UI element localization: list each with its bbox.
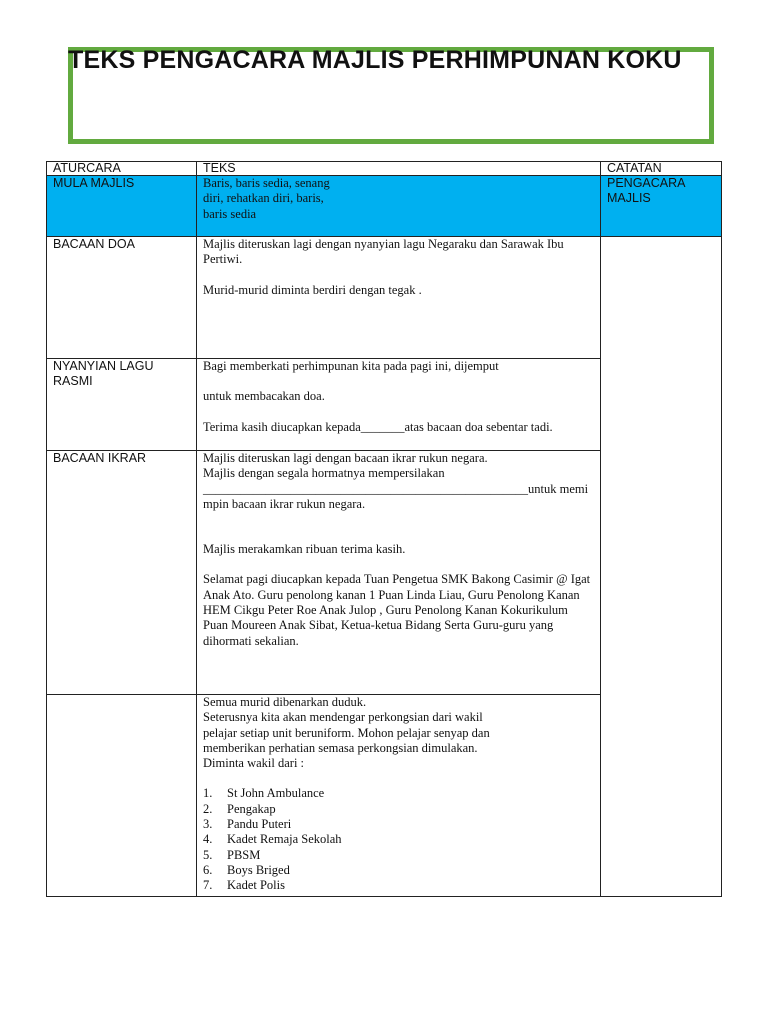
program-table (46, 161, 722, 897)
teks-line: Diminta wakil dari : (203, 756, 305, 771)
row-teks (197, 237, 601, 359)
teks-line: memberikan perhatian semasa perkongsian dimulakan. (203, 740, 478, 755)
row-teks (197, 451, 601, 695)
document-title: TEKS PENGACARA MAJLIS PERHIMPUNAN KOKU (68, 46, 682, 74)
list-item: 1. St John Ambulance (203, 786, 325, 801)
header-catatan: CATATAN (601, 162, 722, 176)
teks-line: baris sedia (203, 206, 257, 221)
list-item: 7. Kadet Polis (203, 878, 285, 893)
teks-line: Semua murid dibenarkan duduk. (203, 695, 367, 709)
teks-line: Majlis dengan segala hormatnya mempersilakan (203, 466, 445, 481)
row-teks (197, 359, 601, 451)
row-teks (197, 695, 601, 897)
teks-line: Baris, baris sedia, senang (203, 176, 330, 190)
teks-line: untuk membacakan doa. (203, 389, 325, 404)
teks-line: Murid-murid diminta berdiri dengan tegak . (203, 282, 422, 297)
unit-list (203, 786, 594, 893)
row-aturcara: BACAAN IKRAR (47, 451, 197, 695)
list-item: 2. Pengakap (203, 801, 276, 816)
table-header-row (47, 162, 722, 176)
row-catatan: PENGACARA MAJLIS (601, 176, 722, 237)
teks-line: diri, rehatkan diri, baris, (203, 191, 324, 206)
row-aturcara: BACAAN DOA (47, 237, 197, 359)
row-teks (197, 176, 601, 237)
catatan-merged-cell (601, 237, 722, 897)
list-item: 4. Kadet Remaja Sekolah (203, 832, 342, 847)
teks-line: Majlis diteruskan lagi dengan nyanyian lagu Negaraku dan Sarawak Ibu Pertiwi. (203, 237, 564, 267)
teks-line: Majlis diteruskan lagi dengan bacaan ikrar rukun negara. (203, 451, 488, 465)
teks-line: Selamat pagi diucapkan kepada Tuan Pengetua SMK Bakong Casimir @ Igat Anak Ato. Guru penolong kanan 1 Puan Linda Liau, Guru Penolong Kanan HEM Cikgu Peter Roe Anak Julop , Guru Penolong Kanan Kokurikulum Puan Moureen Anak Sibat, Ketua-ketua Bidang Serta Guru-guru yang dihormati sekalian. (203, 572, 591, 648)
list-item: 6. Boys Briged (203, 862, 290, 877)
row-aturcara (47, 695, 197, 897)
teks-line: pelajar setiap unit beruniform. Mohon pelajar senyap dan (203, 725, 490, 740)
table-row (47, 176, 722, 237)
list-item: 5. PBSM (203, 847, 261, 862)
teks-line: Terima kasih diucapkan kepada_______atas bacaan doa sebentar tadi. (203, 419, 553, 434)
teks-line: ____________________________________________________untuk memimpin bacaan ikrar rukun negara. (203, 481, 589, 511)
header-aturcara: ATURCARA (47, 162, 197, 176)
row-aturcara: MULA MAJLIS (47, 176, 197, 237)
teks-line: Bagi memberkati perhimpunan kita pada pagi ini, dijemput (203, 359, 499, 373)
table-row (47, 237, 722, 359)
teks-line: Seterusnya kita akan mendengar perkongsian dari wakil (203, 710, 483, 725)
list-item: 3. Pandu Puteri (203, 817, 292, 832)
row-aturcara: NYANYIAN LAGU RASMI (47, 359, 197, 451)
teks-line: Majlis merakamkan ribuan terima kasih. (203, 542, 406, 557)
header-teks: TEKS (197, 162, 601, 176)
